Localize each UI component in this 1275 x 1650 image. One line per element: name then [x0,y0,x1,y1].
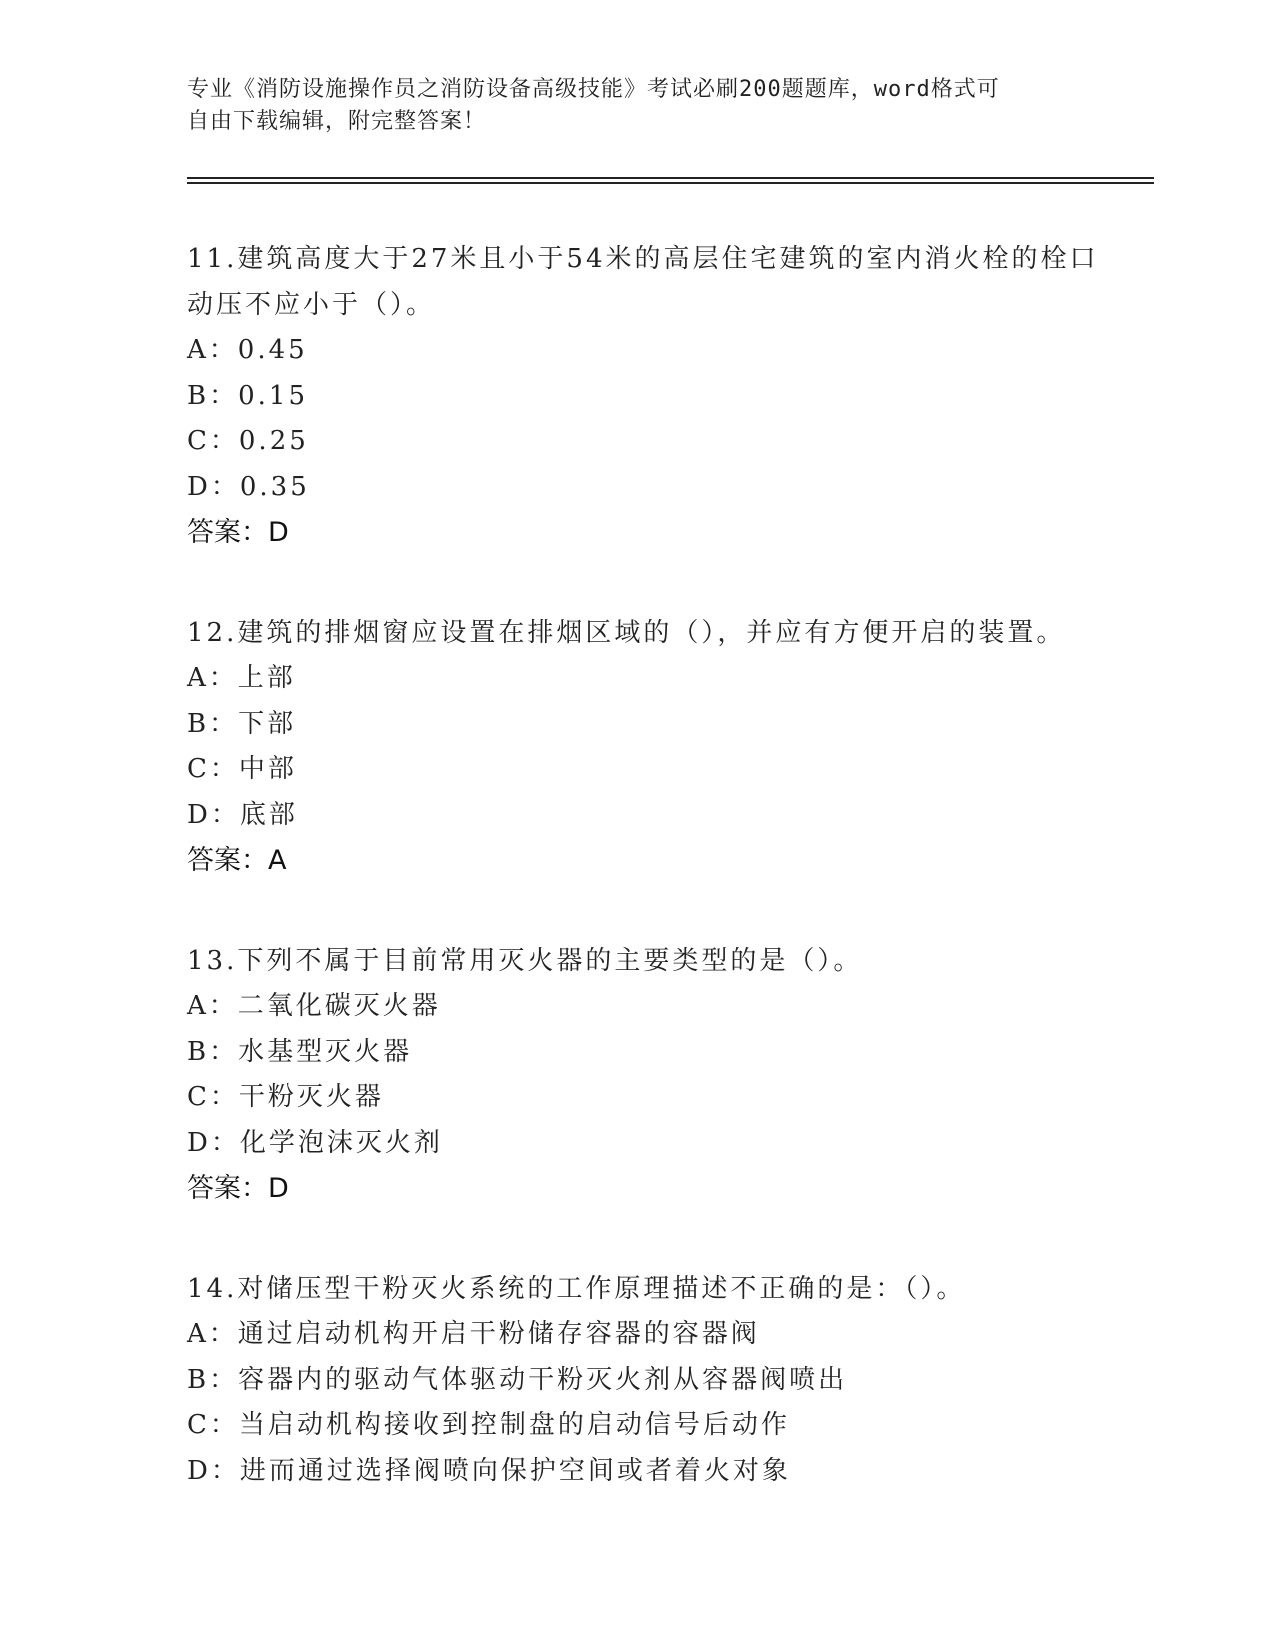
header-rule-bottom [187,182,1154,184]
question-13 [187,938,1107,1212]
option-c: C：当启动机构接收到控制盘的启动信号后动作 [187,1410,790,1440]
option-c: C：干粉灭火器 [187,1082,384,1112]
option-c: C：0.25 [187,426,309,456]
option-d: D：0.35 [187,471,310,502]
question-list [187,236,1107,1548]
option-b: B：下部 [187,708,297,739]
option-b: B：容器内的驱动气体驱动干粉灭火剂从容器阀喷出 [187,1364,848,1395]
question-stem: 11.建筑高度大于27米且小于54米的高层住宅建筑的室内消火栓的栓口动压不应小于（）。 [187,244,1099,320]
option-b: B：0.15 [187,380,308,411]
option-a: A：二氧化碳灭火器 [187,991,441,1021]
option-a: A：上部 [187,663,296,693]
option-d: D：进而通过选择阀喷向保护空间或者着火对象 [187,1455,791,1486]
option-c: C：中部 [187,754,297,784]
answer: 答案：A [187,845,287,876]
document-header [187,74,1087,138]
option-a: A：0.45 [187,335,308,365]
question-11 [187,236,1107,556]
option-d: D：底部 [187,799,298,830]
option-b: B：水基型灭火器 [187,1036,413,1067]
question-stem: 12.建筑的排烟窗应设置在排烟区域的（），并应有方便开启的装置。 [187,618,1066,648]
header-rule-top [187,177,1154,179]
answer: 答案：D [187,517,289,548]
answer: 答案：D [187,1173,289,1204]
option-d: D：化学泡沫灭火剂 [187,1127,443,1158]
question-14 [187,1266,1107,1494]
option-a: A：通过启动机构开启干粉储存容器的容器阀 [187,1319,760,1349]
header-line-1: 专业《消防设施操作员之消防设备高级技能》考试必刷200题题库，word格式可 [187,77,1000,102]
header-line-2: 自由下载编辑，附完整答案！ [187,109,487,134]
question-stem: 13.下列不属于目前常用灭火器的主要类型的是（）。 [187,946,863,976]
question-stem: 14.对储压型干粉灭火系统的工作原理描述不正确的是：（）。 [187,1274,966,1304]
question-12 [187,610,1107,884]
